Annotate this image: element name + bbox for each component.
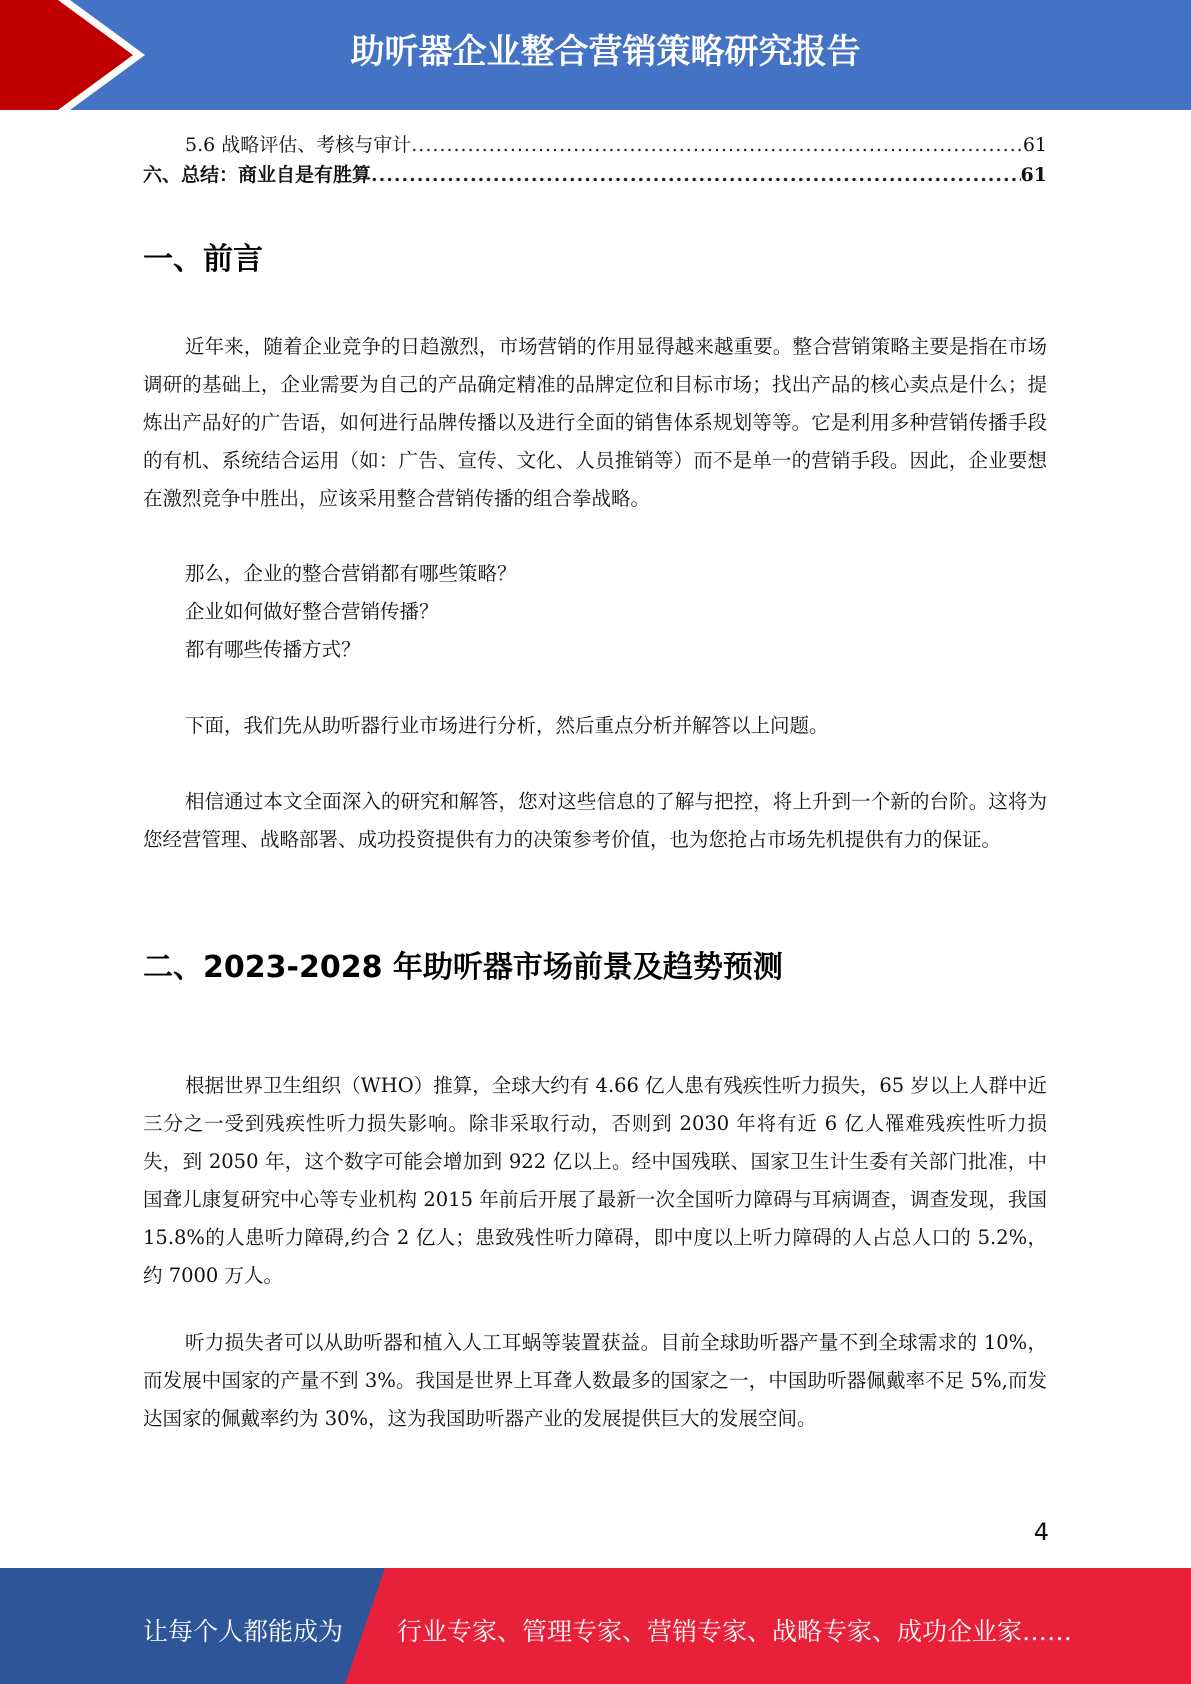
question-line: 那么，企业的整合营销都有哪些策略？ bbox=[185, 562, 517, 585]
page-number: 4 bbox=[1033, 1518, 1049, 1546]
question-line: 企业如何做好整合营销传播？ bbox=[185, 600, 439, 623]
question-line: 都有哪些传播方式？ bbox=[185, 638, 361, 661]
section-heading-preface: 一、前言 bbox=[143, 242, 263, 277]
toc-entry-page: 61 bbox=[1022, 134, 1047, 156]
page-footer bbox=[0, 1568, 1191, 1684]
paragraph: 下面，我们先从助听器行业市场进行分析，然后重点分析并解答以上问题。 bbox=[185, 714, 829, 737]
section-heading-market-forecast: 二、2023-2028 年助听器市场前景及趋势预测 bbox=[143, 950, 783, 985]
page-header bbox=[0, 0, 1191, 110]
footer-slogan-left: 让每个人都能成为 bbox=[143, 1617, 344, 1646]
toc-entry[interactable] bbox=[143, 130, 1047, 158]
toc-entry-page: 61 bbox=[1020, 164, 1047, 186]
toc-entry[interactable] bbox=[143, 160, 1047, 188]
report-title: 助听器企业整合营销策略研究报告 bbox=[350, 32, 861, 72]
toc-leader-dots bbox=[411, 134, 1023, 156]
paragraph: 相信通过本文全面深入的研究和解答，您对这些信息的了解与把控，将上升到一个新的台阶。这将为您经营管理、战略部署、成功投资提供有力的决策参考价值，也为您抢占市场先机提供有力的保证。 bbox=[143, 790, 1047, 851]
paragraph: 根据世界卫生组织（WHO）推算，全球大约有 4.66 亿人患有残疾性听力损失，65 岁以上人群中近三分之一受到残疾性听力损失影响。除非采取行动，否则到 2030 年将有近 6 亿人罹难残疾性听力损失，到 2050 年，这个数字可能会增加到 922 亿以上。经中国残联、国家卫生计生委有关部门批准，中国聋儿康复研究中心等专业机构 2015 年前后开展了最新一次全国听力障碍与耳病调查，调查发现，我国 15.8%的人患听力障碍,约合 2 亿人；患致残性听力障碍，即中度以上听力障碍的人占总人口的 5.2%，约 7000 万人。 bbox=[143, 1074, 1047, 1287]
footer-slogan-right: 行业专家、管理专家、营销专家、战略专家、成功企业家…… bbox=[397, 1617, 1073, 1646]
paragraph: 听力损失者可以从助听器和植入人工耳蜗等装置获益。目前全球助听器产量不到全球需求的 10%，而发展中国家的产量不到 3%。我国是世界上耳聋人数最多的国家之一，中国助听器佩戴率不足 5%,而发达国家的佩戴率约为 30%，这为我国助听器产业的发展提供巨大的发展空间。 bbox=[143, 1331, 1047, 1430]
toc-leader-dots bbox=[371, 164, 1021, 186]
toc-entry-label: 5.6 战略评估、考核与审计 bbox=[185, 134, 412, 156]
toc-entry-label: 六、总结：商业自是有胜算 bbox=[143, 164, 372, 186]
paragraph: 近年来，随着企业竞争的日趋激烈，市场营销的作用显得越来越重要。整合营销策略主要是指在市场调研的基础上，企业需要为自己的产品确定精准的品牌定位和目标市场；找出产品的核心卖点是什么；提炼出产品好的广告语，如何进行品牌传播以及进行全面的销售体系规划等等。它是利用多种营销传播手段的有机、系统结合运用（如：广告、宣传、文化、人员推销等）而不是单一的营销手段。因此，企业要想在激烈竞争中胜出，应该采用整合营销传播的组合拳战略。 bbox=[143, 335, 1047, 510]
